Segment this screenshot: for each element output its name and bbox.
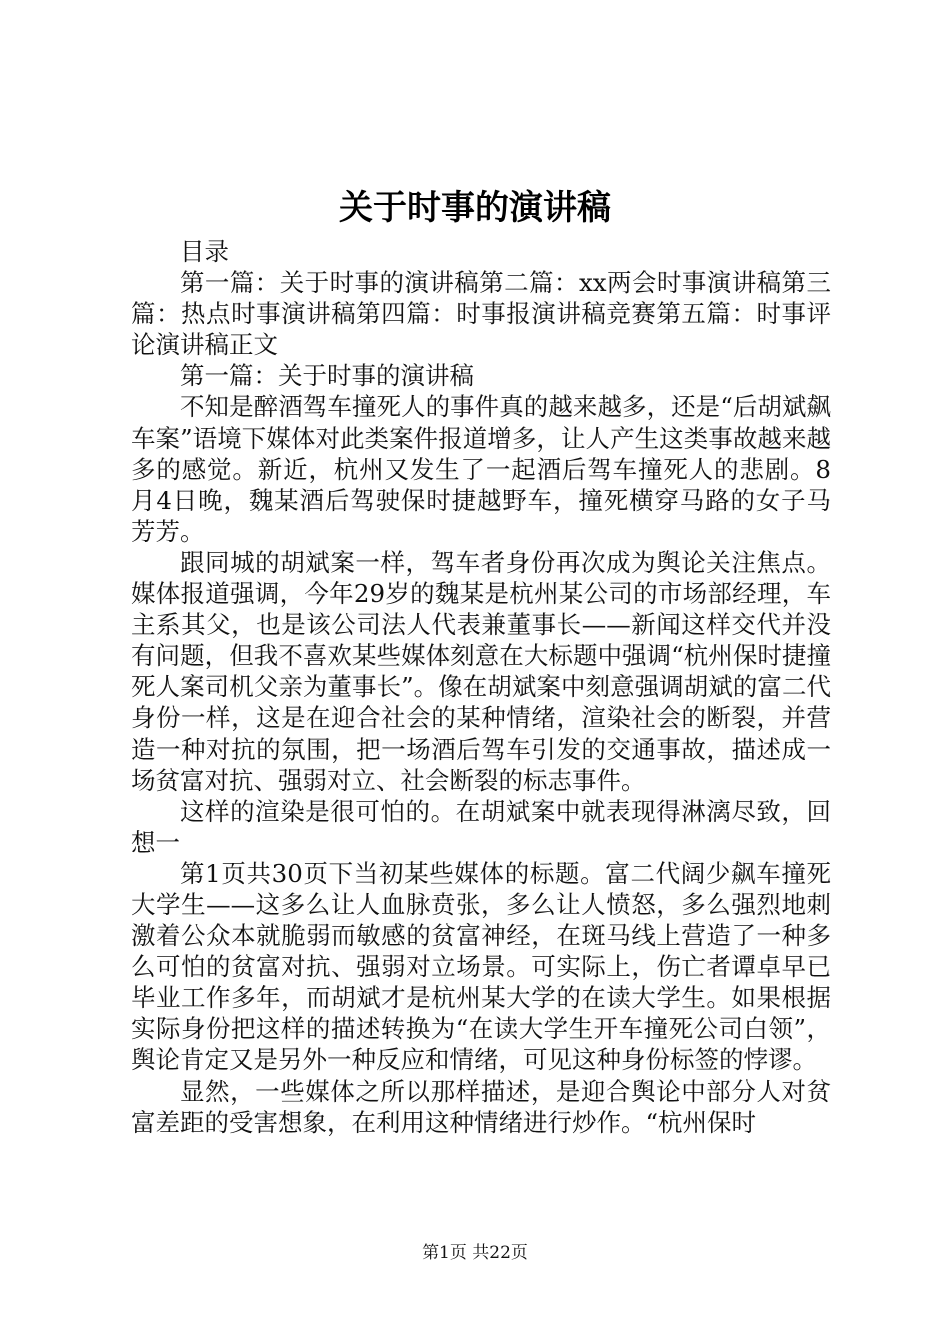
toc-heading: 目录 xyxy=(180,237,229,266)
body-paragraph: 第1页共30页下当初某些媒体的标题。富二代阔少飙车撞死大学生——这多么让人血脉贲张，多么让人愤怒，多么强烈地刺激着公众本就脆弱而敏感的贫富神经，在斑马线上营造了一种多么可怕的贫富对抗、强弱对立场景。可实际上，伤亡者谭卓早已毕业工作多年，而胡斌才是杭州某大学的在读大学生。如果根据实际身份把这样的描述转换为“在读大学生开车撞死公司白领”，舆论肯定又是另外一种反应和情绪，可见这种身份标签的悖谬。 xyxy=(131,858,831,1075)
page-footer: 第1页 共22页 xyxy=(422,1243,528,1263)
body-paragraph: 跟同城的胡斌案一样，驾车者身份再次成为舆论关注焦点。媒体报道强调，今年29岁的魏某是杭州某公司的市场部经理，车主系其父，也是该公司法人代表兼董事长——新闻这样交代并没有问题，但我不喜欢某些媒体刻意在大标题中强调“杭州保时捷撞死人案司机父亲为董事长”。像在胡斌案中刻意强调胡斌的富二代身份一样，这是在迎合社会的某种情绪，渲染社会的断裂，并营造一种对抗的氛围，把一场酒后驾车引发的交通事故，描述成一场贫富对抗、强弱对立、社会断裂的标志事件。 xyxy=(131,547,831,795)
body-paragraph: 这样的渲染是很可怕的。在胡斌案中就表现得淋漓尽致，回想一 xyxy=(131,796,831,857)
toc-paragraph: 第一篇：关于时事的演讲稿第二篇：xx两会时事演讲稿第三篇：热点时事演讲稿第四篇：时事报演讲稿竞赛第五篇：时事评论演讲稿正文 xyxy=(131,268,831,360)
document-title: 关于时事的演讲稿 xyxy=(339,188,611,228)
document-body xyxy=(131,236,831,1138)
section-heading: 第一篇：关于时事的演讲稿 xyxy=(180,361,474,391)
body-paragraph: 显然，一些媒体之所以那样描述，是迎合舆论中部分人对贫富差距的受害想象，在利用这种情绪进行炒作。“杭州保时 xyxy=(131,1076,831,1137)
body-paragraph: 不知是醉酒驾车撞死人的事件真的越来越多，还是“后胡斌飙车案”语境下媒体对此类案件报道增多，让人产生这类事故越来越多的感觉。新近，杭州又发生了一起酒后驾车撞死人的悲剧。8月4日晚，魏某酒后驾驶保时捷越野车，撞死横穿马路的女子马芳芳。 xyxy=(131,392,831,546)
